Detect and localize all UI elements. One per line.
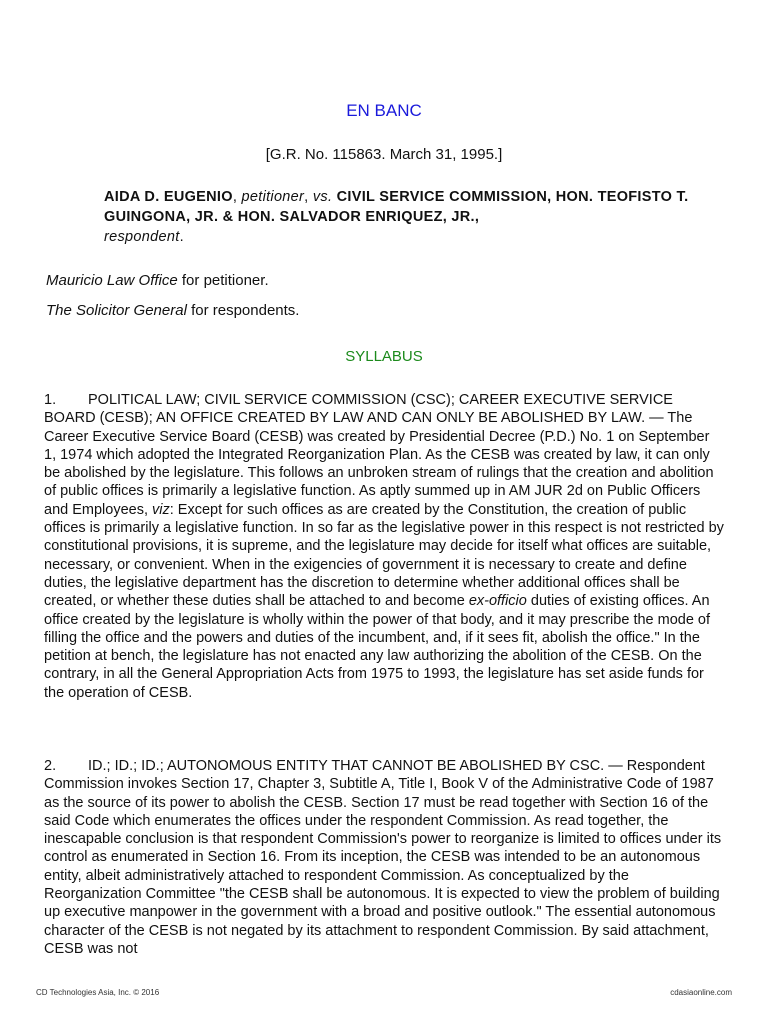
counsel-firm: Mauricio Law Office (46, 272, 178, 289)
syllabus-paragraph-1 (44, 391, 724, 702)
paragraph-text: : Except for such offices as are created by the Constitution, the creation of public offices is primarily a legislative function. In so far as the legislative power in this respect is not restricted by constitutional provisions, it is supreme, and the legislature may decide for itself what offices are suitable, necessary, or convenient. When in the exigencies of government it is necessary to create and define duties, the legislative department has the discretion to determine whether additional offices shall be created, or whether these duties shall be attached to and become (44, 501, 724, 610)
footer-copyright: CD Technologies Asia, Inc. © 2016 (36, 988, 160, 997)
counsel-line-petitioner (46, 272, 269, 289)
paragraph-number: 2. (44, 758, 57, 774)
counsel-firm: The Solicitor General (46, 302, 187, 319)
paragraph-italic: ex-officio (468, 593, 527, 610)
syllabus-paragraph-2 (44, 757, 724, 958)
footer-site: cdasiaonline.com (670, 988, 732, 997)
paragraph-text: POLITICAL LAW; CIVIL SERVICE COMMISSION (CSC); CAREER EXECUTIVE SERVICE BOARD (CESB); AN OFFICE CREATED BY LAW AND CAN ONLY BE ABOLISHED BY LAW. — The Career Executive Service Board (CESB) was created by Presidential Decree (P.D.) No. 1 on September 1, 1974 which adopted the Integrated Reorganization Plan. As the CESB was created by law, it can only be abolished by the legislature. This follows an unbroken stream of rulings that the creation and abolition of public offices is primarily a legislative function. As aptly summed up in AM JUR 2d on Public Officers and Employees, (44, 392, 714, 518)
respondents-names: CIVIL SERVICE COMMISSION, HON. TEOFISTO T. GUINGONA, JR. & HON. SALVADOR ENRIQUEZ, JR., (104, 189, 689, 225)
respondent-role: respondent (104, 229, 180, 245)
counsel-role: for petitioner. (181, 272, 269, 289)
counsel-role: for respondents. (191, 302, 300, 319)
petitioner-role: petitioner (241, 189, 305, 205)
counsel-line-respondents (46, 302, 299, 319)
versus-label: vs. (312, 189, 333, 205)
court-division-heading: EN BANC (346, 101, 422, 120)
case-parties: AIDA D. EUGENIO, petitioner, vs. CIVIL SERVICE COMMISSION, HON. TEOFISTO T. GUINGONA, JR. & HON. SALVADOR ENRIQUEZ, JR., respondent. (104, 189, 689, 245)
paragraph-number: 1. (44, 392, 57, 408)
paragraph-text: ID.; ID.; ID.; AUTONOMOUS ENTITY THAT CANNOT BE ABOLISHED BY CSC. — Respondent Commission invokes Section 17, Chapter 3, Subtitle A, Title I, Book V of the Administrative Code of 1987 as the source of its power to abolish the CESB. Section 17 must be read together with Section 16 of the said Code which enumerates the offices under the respondent Commission. As read together, the inescapable conclusion is that respondent Commission's power to reorganize is limited to offices under its control as enumerated in Section 16. From its inception, the CESB was intended to be an autonomous entity, albeit administratively attached to respondent Commission. As conceptualized by the Reorganization Committee "the CESB shall be autonomous. It is expected to view the problem of building up executive manpower in the government with a broad and positive outlook." The essential autonomous character of the CESB is not negated by its attachment to respondent Commission. By said attachment, CESB was not (44, 758, 722, 957)
paragraph-text: duties of existing offices. An office created by the legislature is wholly within the power of that body, and it may prescribe the mode of filling the office and the powers and duties of the incumbent, and, if it sees fit, abolish the office." In the petition at bench, the legislature has not enacted any law authorizing the abolition of the CESB. On the contrary, in all the General Appropriation Acts from 1975 to 1993, the legislature has set aside funds for the operation of CESB. (44, 593, 711, 701)
petitioner-name: AIDA D. EUGENIO (104, 189, 233, 205)
paragraph-italic: viz (152, 501, 170, 518)
syllabus-heading: SYLLABUS (345, 348, 423, 365)
case-number: [G.R. No. 115863. March 31, 1995.] (265, 146, 503, 163)
